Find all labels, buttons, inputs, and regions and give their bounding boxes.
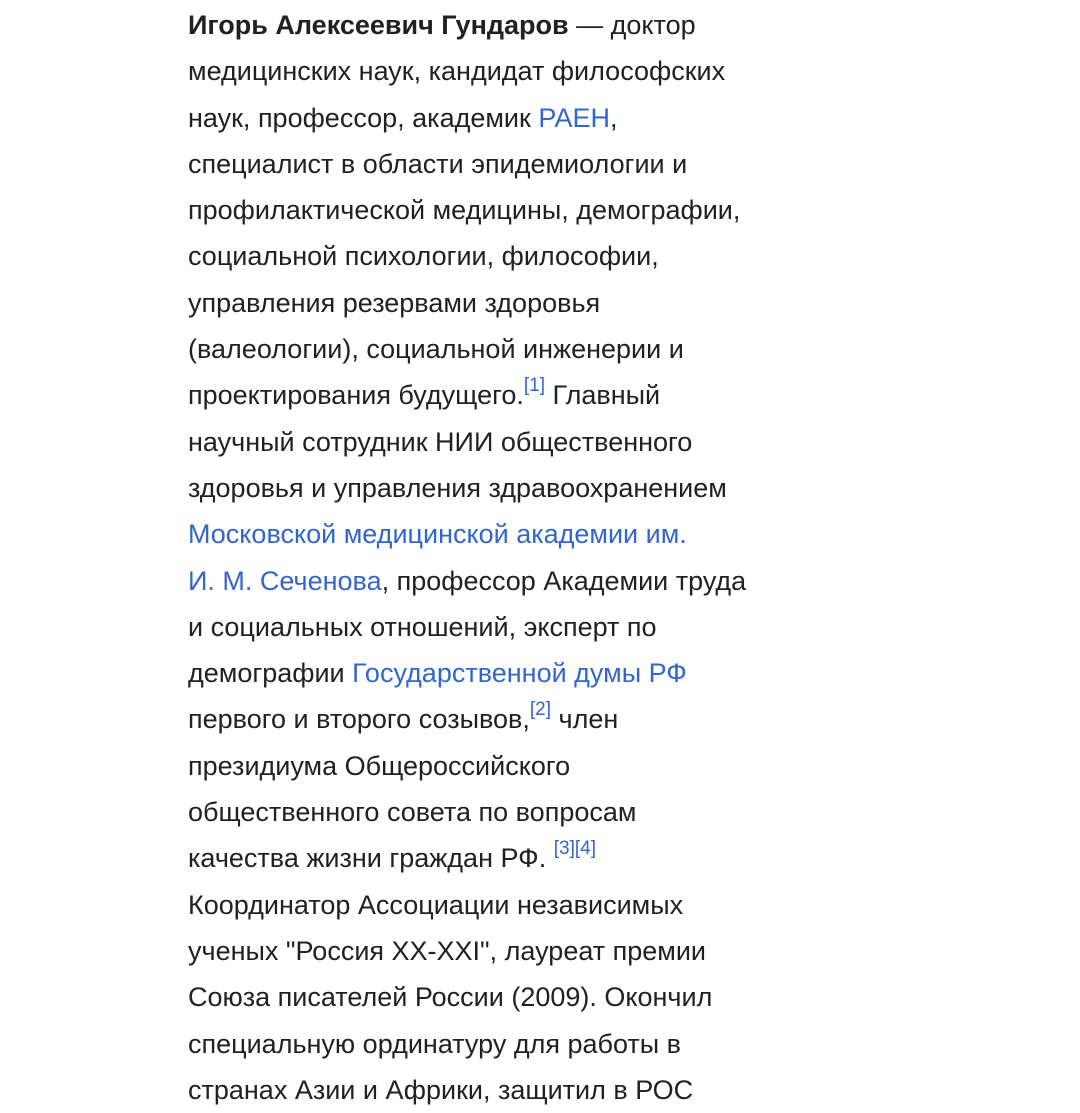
text-line (188, 419, 828, 465)
paragraph-text: и социальных отношений, эксперт по (188, 611, 657, 642)
paragraph-text: демографии (188, 658, 353, 689)
wiki-link[interactable]: Московской медицинской академии им. (188, 519, 687, 550)
text-line (188, 882, 828, 928)
paragraph-text: ученых "Россия XX-XXI", лауреат премии (188, 935, 707, 966)
article-paragraph (188, 2, 828, 1113)
paragraph-text: (валеологии), социальной инженерии и (188, 334, 684, 365)
paragraph-text: научный сотрудник НИИ общественного (188, 426, 693, 457)
citation-ref-link[interactable]: [3] (553, 838, 575, 860)
subject-name: Игорь Алексеевич Гундаров (188, 10, 569, 40)
paragraph-text: Союза писателей России (2009). Окончил (188, 982, 713, 1013)
paragraph-text: Главный (545, 380, 661, 411)
text-line (188, 1021, 828, 1067)
paragraph-text: профилактической медицины, демографии, (188, 195, 741, 226)
paragraph-text: наук, профессор, академик (188, 102, 539, 133)
paragraph-text: управления резервами здоровья (188, 287, 601, 318)
paragraph-text: проектирования будущего. (188, 380, 524, 411)
text-line (188, 835, 828, 881)
text-line (188, 48, 828, 94)
text-line (188, 1067, 828, 1113)
text-line (188, 696, 828, 742)
text-line (188, 326, 828, 372)
paragraph-text: член (551, 704, 619, 735)
paragraph-text: странах Азии и Африки, защитил в РОС (188, 1074, 694, 1105)
wiki-link[interactable]: Государственной думы РФ (352, 658, 687, 689)
paragraph-text: , профессор Академии труда (381, 565, 747, 596)
text-line (188, 650, 828, 696)
text-line (188, 558, 828, 604)
text-line (188, 233, 828, 279)
text-line (188, 141, 828, 187)
paragraph-text: специальную ординатуру для работы в (188, 1028, 682, 1059)
text-line (188, 511, 828, 557)
text-line (188, 280, 828, 326)
paragraph-text: , (610, 102, 618, 133)
text-line (188, 789, 828, 835)
text-line (188, 928, 828, 974)
text-line (188, 743, 828, 789)
paragraph-text: качества жизни граждан РФ. (188, 843, 554, 874)
text-line (188, 372, 828, 418)
paragraph-text: общественного совета по вопросам (188, 797, 637, 828)
paragraph-text: первого и второго созывов, (188, 704, 530, 735)
paragraph-text: специалист в области эпидемиологии и (188, 148, 688, 179)
text-line (188, 465, 828, 511)
wiki-link[interactable]: И. М. Сеченова (188, 565, 382, 596)
paragraph-text: медицинских наук, кандидат философских (188, 56, 726, 87)
paragraph-text: здоровья и управления здравоохранением (188, 472, 727, 503)
paragraph-text: — доктор (568, 10, 696, 40)
text-line (188, 2, 828, 48)
text-line (188, 604, 828, 650)
text-line (188, 974, 828, 1020)
citation-ref-link[interactable]: [4] (574, 838, 596, 860)
paragraph-text: Координатор Ассоциации независимых (188, 889, 684, 920)
paragraph-text: социальной психологии, философии, (188, 241, 659, 272)
text-line (188, 187, 828, 233)
paragraph-text: президиума Общероссийского (188, 750, 571, 781)
wiki-link[interactable]: РАЕН (538, 102, 611, 133)
text-line (188, 95, 828, 141)
citation-ref-link[interactable]: [1] (523, 375, 545, 397)
citation-ref-link[interactable]: [2] (529, 699, 552, 721)
